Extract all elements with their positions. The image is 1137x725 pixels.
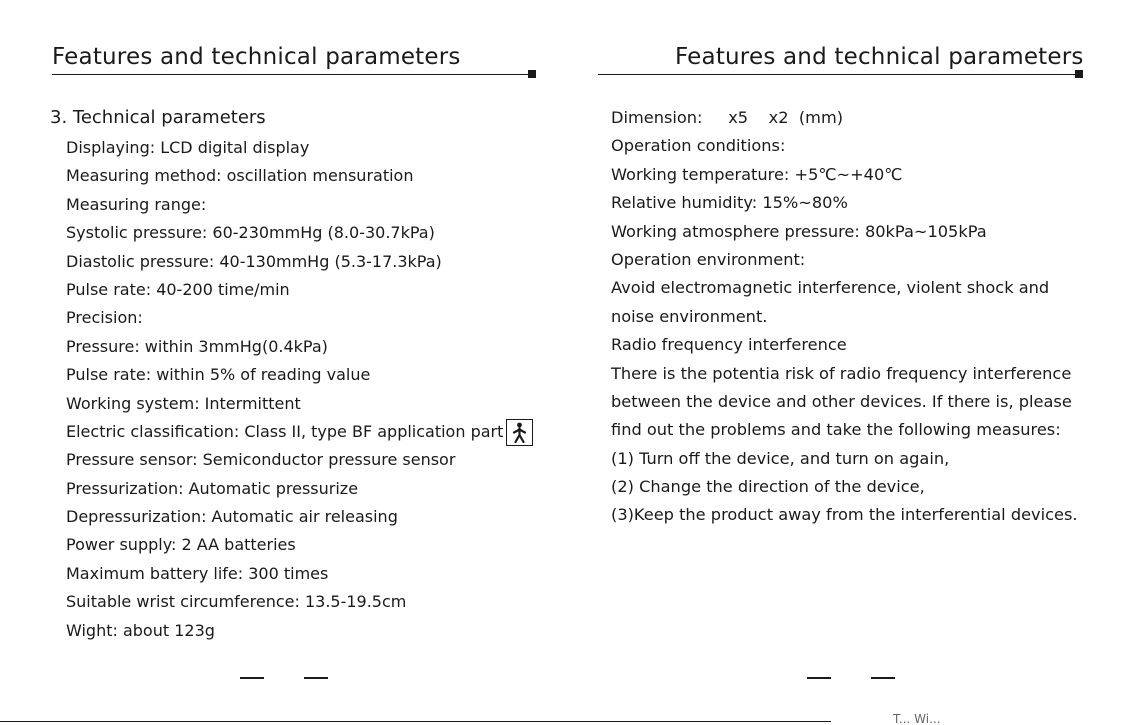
section-title: 3. Technical parameters (50, 107, 266, 128)
list-item: Operation conditions: (611, 136, 786, 156)
list-item: Pulse rate: 40-200 time/min (66, 279, 290, 299)
list-item: (3)Keep the product away from the interferential devices. (611, 505, 1078, 525)
list-item: Wight: about 123g (66, 620, 215, 640)
list-item: (2) Change the direction of the device, (611, 477, 925, 497)
list-item: Pressurization: Automatic pressurize (66, 478, 359, 498)
list-item: Working system: Intermittent (66, 393, 301, 413)
list-item: Measuring range: (66, 194, 207, 214)
list-item: Measuring method: oscillation mensuration (66, 166, 414, 186)
heading-rule-marker (1075, 70, 1083, 78)
list-item: Pressure: within 3mmHg(0.4kPa) (66, 336, 328, 356)
list-item: Depressurization: Automatic air releasing (66, 507, 398, 527)
footer-text-fragment: T... Wi... (893, 712, 941, 725)
list-item: Relative humidity: 15%~80% (611, 193, 848, 213)
list-item: Maximum battery life: 300 times (66, 563, 329, 583)
list-item: Displaying: LCD digital display (66, 138, 310, 157)
page-heading: Features and technical parameters (675, 44, 1084, 70)
type-bf-applied-part-icon (506, 419, 533, 446)
page-heading: Features and technical parameters (52, 44, 461, 70)
list-item: Diastolic pressure: 40-130mmHg (5.3-17.3kPa) (66, 251, 442, 271)
left-page (0, 0, 568, 725)
page-number-dash-left (807, 677, 831, 679)
list-item: Avoid electromagnetic interference, violent shock and (611, 278, 1050, 298)
list-item: find out the problems and take the following measures: (611, 420, 1061, 440)
list-item: Precision: (66, 308, 143, 328)
list-item: (1) Turn off the device, and turn on again, (611, 448, 950, 468)
list-item: Suitable wrist circumference: 13.5-19.5cm (66, 592, 407, 612)
right-page (568, 0, 1137, 725)
list-item: Systolic pressure: 60-230mmHg (8.0-30.7kPa) (66, 223, 435, 243)
list-item-electric-classification (66, 418, 533, 446)
list-item: Pulse rate: within 5% of reading value (66, 365, 371, 385)
page-number-dash-left (240, 677, 264, 679)
operation-conditions-list (611, 104, 1078, 530)
list-item-text: Electric classification: Class II, type BF application part (66, 421, 504, 441)
list-item: noise environment. (611, 306, 768, 326)
footer-rule (0, 721, 831, 722)
technical-parameters-list (66, 134, 533, 645)
list-item: Working temperature: +5℃~+40℃ (611, 164, 903, 184)
page-number-dash-right (871, 677, 895, 679)
list-item: Pressure sensor: Semiconductor pressure sensor (66, 450, 456, 470)
list-item: Power supply: 2 AA batteries (66, 535, 296, 555)
list-item: Working atmosphere pressure: 80kPa~105kPa (611, 221, 987, 241)
heading-rule (598, 74, 1076, 75)
list-item: Operation environment: (611, 249, 806, 269)
page-number-dash-right (304, 677, 328, 679)
heading-rule (52, 74, 529, 75)
list-item: between the device and other devices. If there is, please (611, 391, 1072, 411)
list-item: There is the potentia risk of radio frequency interference (611, 363, 1072, 383)
list-item: Dimension: x5 x2 (mm) (611, 108, 844, 127)
heading-rule-marker (528, 70, 536, 78)
list-item: Radio frequency interference (611, 335, 847, 355)
